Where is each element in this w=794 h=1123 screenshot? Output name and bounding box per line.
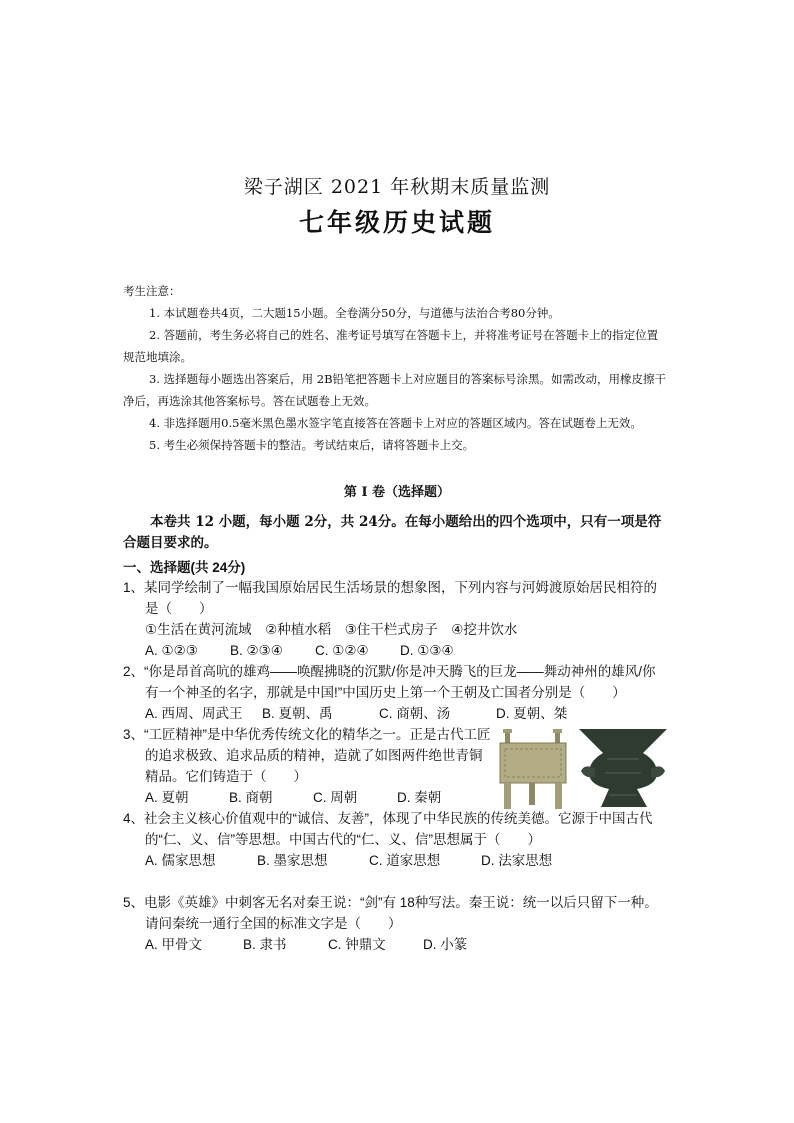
question-options — [123, 640, 668, 661]
question-options — [123, 703, 668, 724]
question-stem: 5、电影《英雄》中刺客无名对秦王说：“剑”有 18种写法。秦王说：统一以后只留下一种。请问秦统一通行全国的标准文字是（ ） — [123, 895, 658, 931]
candidate-notice — [123, 280, 668, 456]
question-options — [123, 850, 668, 871]
question-options — [123, 787, 495, 808]
option-a: A. 西周、周武王 — [145, 706, 243, 721]
option-a: A. 夏朝 — [145, 790, 189, 805]
part-title: 一、选择题(共 24分) — [123, 560, 246, 575]
bronze-zun-icon — [579, 729, 667, 807]
section-instructions: 本卷共 12 小题，每小题 2分，共 24分。在每小题给出的四个选项中，只有一项是符合题目要求的。 — [123, 514, 662, 551]
notice-item: 1. 本试题卷共4页，二大题15小题。全卷满分50分，与道德与法治合考80分钟。 — [149, 306, 560, 320]
option-c: C. 道家思想 — [369, 853, 441, 868]
option-b: B. 商朝 — [229, 790, 273, 805]
option-d: D. 夏朝、桀 — [496, 706, 568, 721]
question-1 — [123, 577, 668, 661]
exam-title: 梁子湖区 2021 年秋期末质量监测 — [243, 176, 551, 198]
question-stem: 4、社会主义核心价值观中的“诚信、友善”，体现了中华民族的传统美德。它源于中国古代的“仁、义、信”等思想。中国古代的“仁、义、信”思想属于（ ） — [123, 811, 653, 847]
question-stem: 3、“工匠精神”是中华优秀传统文化的精华之一。正是古代工匠的追求极致、追求品质的精神，造就了如图两件绝世青铜精品。它们铸造于（ ） — [123, 727, 491, 784]
section-title: 第 Ⅰ 卷（选择题） — [343, 485, 451, 500]
question-2 — [123, 661, 668, 724]
option-b: B. 隶书 — [243, 937, 287, 952]
question-4 — [123, 808, 668, 871]
question-options — [123, 934, 668, 955]
option-c: C. 周朝 — [313, 790, 358, 805]
notice-heading: 考生注意： — [123, 284, 181, 298]
option-d: D. 法家思想 — [481, 853, 553, 868]
option-a: A. ①②③ — [145, 643, 198, 658]
option-d: D. ①③④ — [400, 643, 454, 658]
notice-item: 3. 选择题每小题选出答案后，用 2B铅笔把答题卡上对应题目的答案标号涂黑。如需改动，用橡皮擦干净后，再选涂其他答案标号。答在试题卷上无效。 — [123, 372, 667, 408]
question-3 — [123, 724, 495, 808]
question-stem: 1、某同学绘制了一幅我国原始居民生活场景的想象图，下列内容与河姆渡原始居民相符的是（ ） — [123, 580, 658, 616]
question-5 — [123, 892, 668, 955]
option-b: B. 墨家思想 — [257, 853, 328, 868]
option-a: A. 儒家思想 — [145, 853, 216, 868]
bronze-ding-icon — [500, 729, 566, 809]
notice-item: 2. 答题前，考生务必将自己的姓名、准考证号填写在答题卡上，并将准考证号在答题卡上的指定位置规范地填涂。 — [123, 328, 659, 364]
notice-item: 5. 考生必须保持答题卡的整洁。考试结束后，请将答题卡上交。 — [149, 438, 475, 452]
option-d: D. 秦朝 — [397, 790, 442, 805]
option-b: B. 夏朝、禹 — [262, 706, 333, 721]
option-c: C. 商朝、汤 — [379, 706, 451, 721]
notice-item: 4. 非选择题用0.5毫米黑色墨水签字笔直接答在答题卡上对应的答题区域内。答在试题卷上无效。 — [149, 416, 642, 430]
option-b: B. ②③④ — [230, 643, 283, 658]
exam-subtitle: 七年级历史试题 — [298, 208, 495, 237]
option-d: D. 小篆 — [423, 937, 468, 952]
question-statements: ①生活在黄河流域 ②种植水稻 ③住干栏式房子 ④挖井饮水 — [145, 622, 518, 637]
option-a: A. 甲骨文 — [145, 937, 203, 952]
question-stem: 2、“你是昂首高吭的雄鸡——唤醒拂晓的沉默/你是冲天腾飞的巨龙——舞动神州的雄风/你有一个神圣的名字，那就是中国!”中国历史上第一个王朝及亡国者分别是（ ） — [123, 664, 656, 700]
option-c: C. ①②④ — [315, 643, 369, 658]
bronze-vessels-image — [497, 723, 669, 811]
option-c: C. 钟鼎文 — [328, 937, 386, 952]
